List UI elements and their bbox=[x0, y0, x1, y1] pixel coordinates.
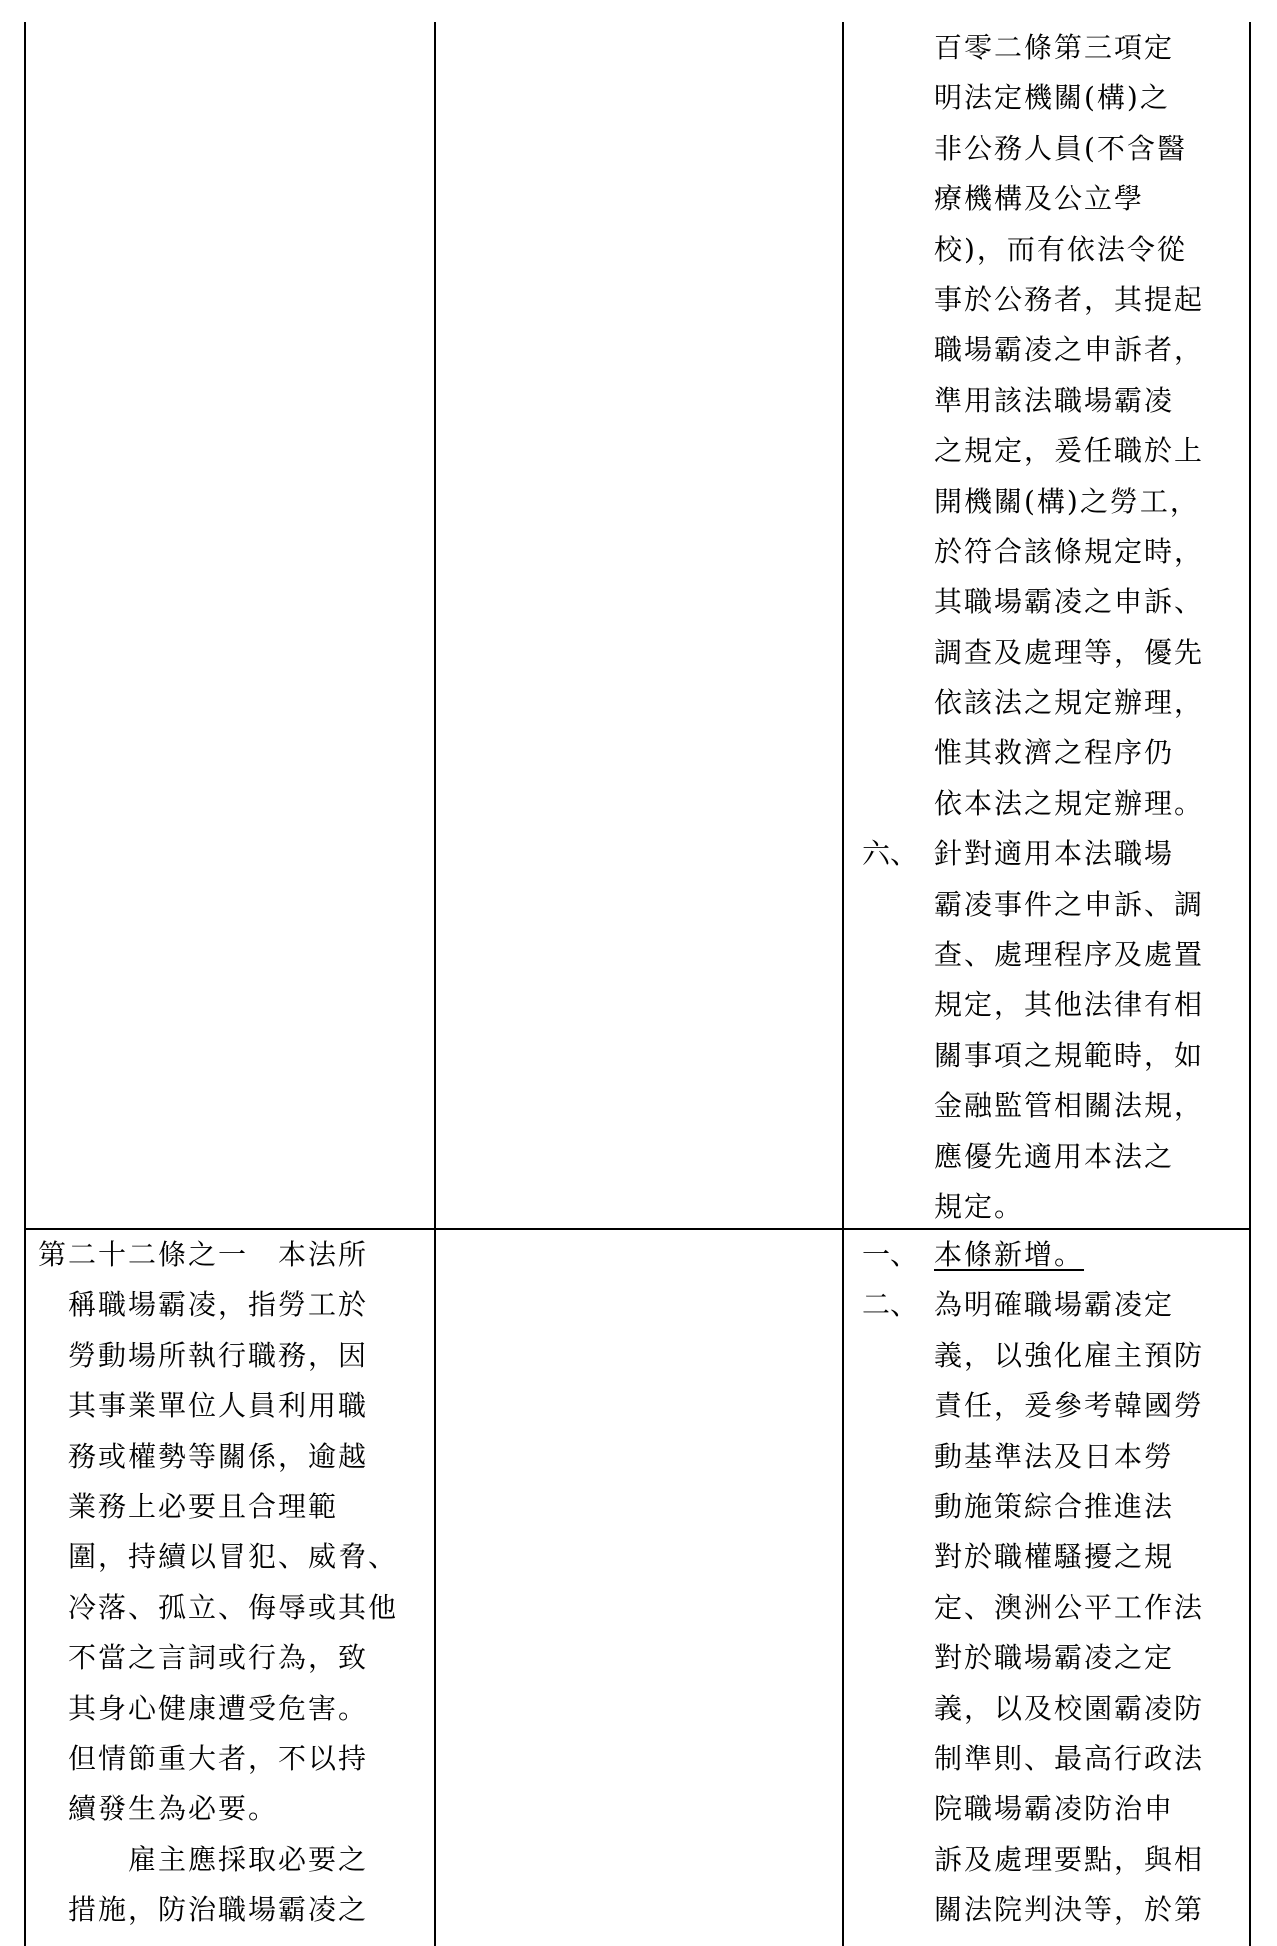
upper-middle-cell bbox=[436, 22, 842, 1228]
text-line: 但情節重大者，不以持 bbox=[68, 1741, 369, 1775]
text-line: 針對適用本法職場 bbox=[934, 837, 1175, 871]
text-line: 其事業單位人員利用職 bbox=[68, 1389, 369, 1423]
explanation-item-6 bbox=[844, 829, 1249, 1232]
explanation-item-2 bbox=[844, 1280, 1249, 1935]
explanation-item-1 bbox=[844, 1230, 1249, 1280]
text-line: 冷落、孤立、侮辱或其他 bbox=[68, 1590, 399, 1624]
text-line: 動施策綜合推進法 bbox=[934, 1489, 1175, 1523]
comparison-table bbox=[24, 22, 1251, 1946]
text-line: 依該法之規定辦理， bbox=[934, 686, 1205, 720]
text-line: 明法定機關(構)之 bbox=[934, 81, 1170, 115]
item-number: 一、 bbox=[862, 1238, 919, 1271]
text-line: 務或權勢等關係，逾越 bbox=[68, 1439, 369, 1473]
explanation-continuation bbox=[844, 23, 1249, 829]
text-line: 金融監管相關法規， bbox=[934, 1089, 1205, 1123]
text-line: 對於職權騷擾之規 bbox=[934, 1540, 1175, 1574]
text-line: 業務上必要且合理範 bbox=[68, 1489, 339, 1523]
text-line: 事於公務者，其提起 bbox=[934, 282, 1205, 316]
text-line: 對於職場霸凌之定 bbox=[934, 1641, 1175, 1675]
lower-right-cell bbox=[844, 1230, 1249, 1935]
text-line: 之規定，爰任職於上 bbox=[934, 434, 1205, 468]
text-line: 訴及處理要點，與相 bbox=[934, 1842, 1205, 1876]
text-line: 惟其救濟之程序仍 bbox=[934, 736, 1175, 770]
text-line: 於符合該條規定時， bbox=[934, 534, 1205, 568]
item-text: 本條新增。 bbox=[934, 1238, 1085, 1271]
text-line: 規定，其他法律有相 bbox=[934, 988, 1205, 1022]
text-line: 制準則、最高行政法 bbox=[934, 1741, 1205, 1775]
text-line: 雇主應採取必要之 bbox=[128, 1842, 369, 1876]
text-line: 其身心健康遭受危害。 bbox=[68, 1691, 369, 1725]
text-line: 應優先適用本法之 bbox=[934, 1139, 1175, 1173]
item-text bbox=[934, 1280, 1249, 1935]
text-line: 查、處理程序及處置 bbox=[934, 938, 1205, 972]
upper-left-cell bbox=[28, 22, 434, 1228]
text-line: 稱職場霸凌，指勞工於 bbox=[68, 1288, 369, 1322]
text-line: 動基準法及日本勞 bbox=[934, 1439, 1175, 1473]
text-line: 規定。 bbox=[934, 1189, 1025, 1223]
text-line: 調查及處理等，優先 bbox=[934, 635, 1205, 669]
text-line: 第二十二條之一 本法所 bbox=[38, 1238, 369, 1271]
text-line: 定、澳洲公平工作法 bbox=[934, 1590, 1205, 1624]
item-number: 六、 bbox=[862, 837, 919, 871]
text-line: 百零二條第三項定 bbox=[934, 31, 1175, 64]
article-22-1-text bbox=[38, 1230, 434, 1935]
text-line: 霸凌事件之申訴、調 bbox=[934, 887, 1205, 921]
text-line: 續發生為必要。 bbox=[68, 1792, 279, 1826]
text-line: 其職場霸凌之申訴、 bbox=[934, 585, 1205, 619]
text-line: 不當之言詞或行為，致 bbox=[68, 1641, 369, 1675]
text-line: 校)，而有依法令從 bbox=[934, 232, 1187, 266]
text-line: 關法院判決等，於第 bbox=[934, 1893, 1205, 1927]
text-line: 準用該法職場霸凌 bbox=[934, 383, 1175, 417]
text-line: 措施，防治職場霸凌之 bbox=[68, 1893, 369, 1927]
text-line: 療機構及公立學 bbox=[934, 182, 1145, 216]
article-cell bbox=[38, 1230, 434, 1935]
text-line: 圍，持續以冒犯、威脅、 bbox=[68, 1540, 399, 1574]
text-line: 義，以及校園霸凌防 bbox=[934, 1691, 1205, 1725]
text-line: 非公務人員(不含醫 bbox=[934, 131, 1187, 165]
text-line: 開機關(構)之勞工， bbox=[934, 484, 1200, 518]
text-line: 為明確職場霸凌定 bbox=[934, 1288, 1175, 1322]
text-line: 責任，爰參考韓國勞 bbox=[934, 1389, 1205, 1423]
text-line: 關事項之規範時，如 bbox=[934, 1038, 1205, 1072]
text-line: 勞動場所執行職務，因 bbox=[68, 1338, 369, 1372]
item-number: 二、 bbox=[862, 1288, 919, 1322]
text-line: 院職場霸凌防治申 bbox=[934, 1792, 1175, 1826]
text-line: 依本法之規定辦理。 bbox=[934, 786, 1205, 820]
upper-right-cell bbox=[844, 23, 1249, 1232]
item-text bbox=[934, 829, 1249, 1232]
text-line: 職場霸凌之申訴者， bbox=[934, 333, 1205, 367]
text-line: 義，以強化雇主預防 bbox=[934, 1338, 1205, 1372]
